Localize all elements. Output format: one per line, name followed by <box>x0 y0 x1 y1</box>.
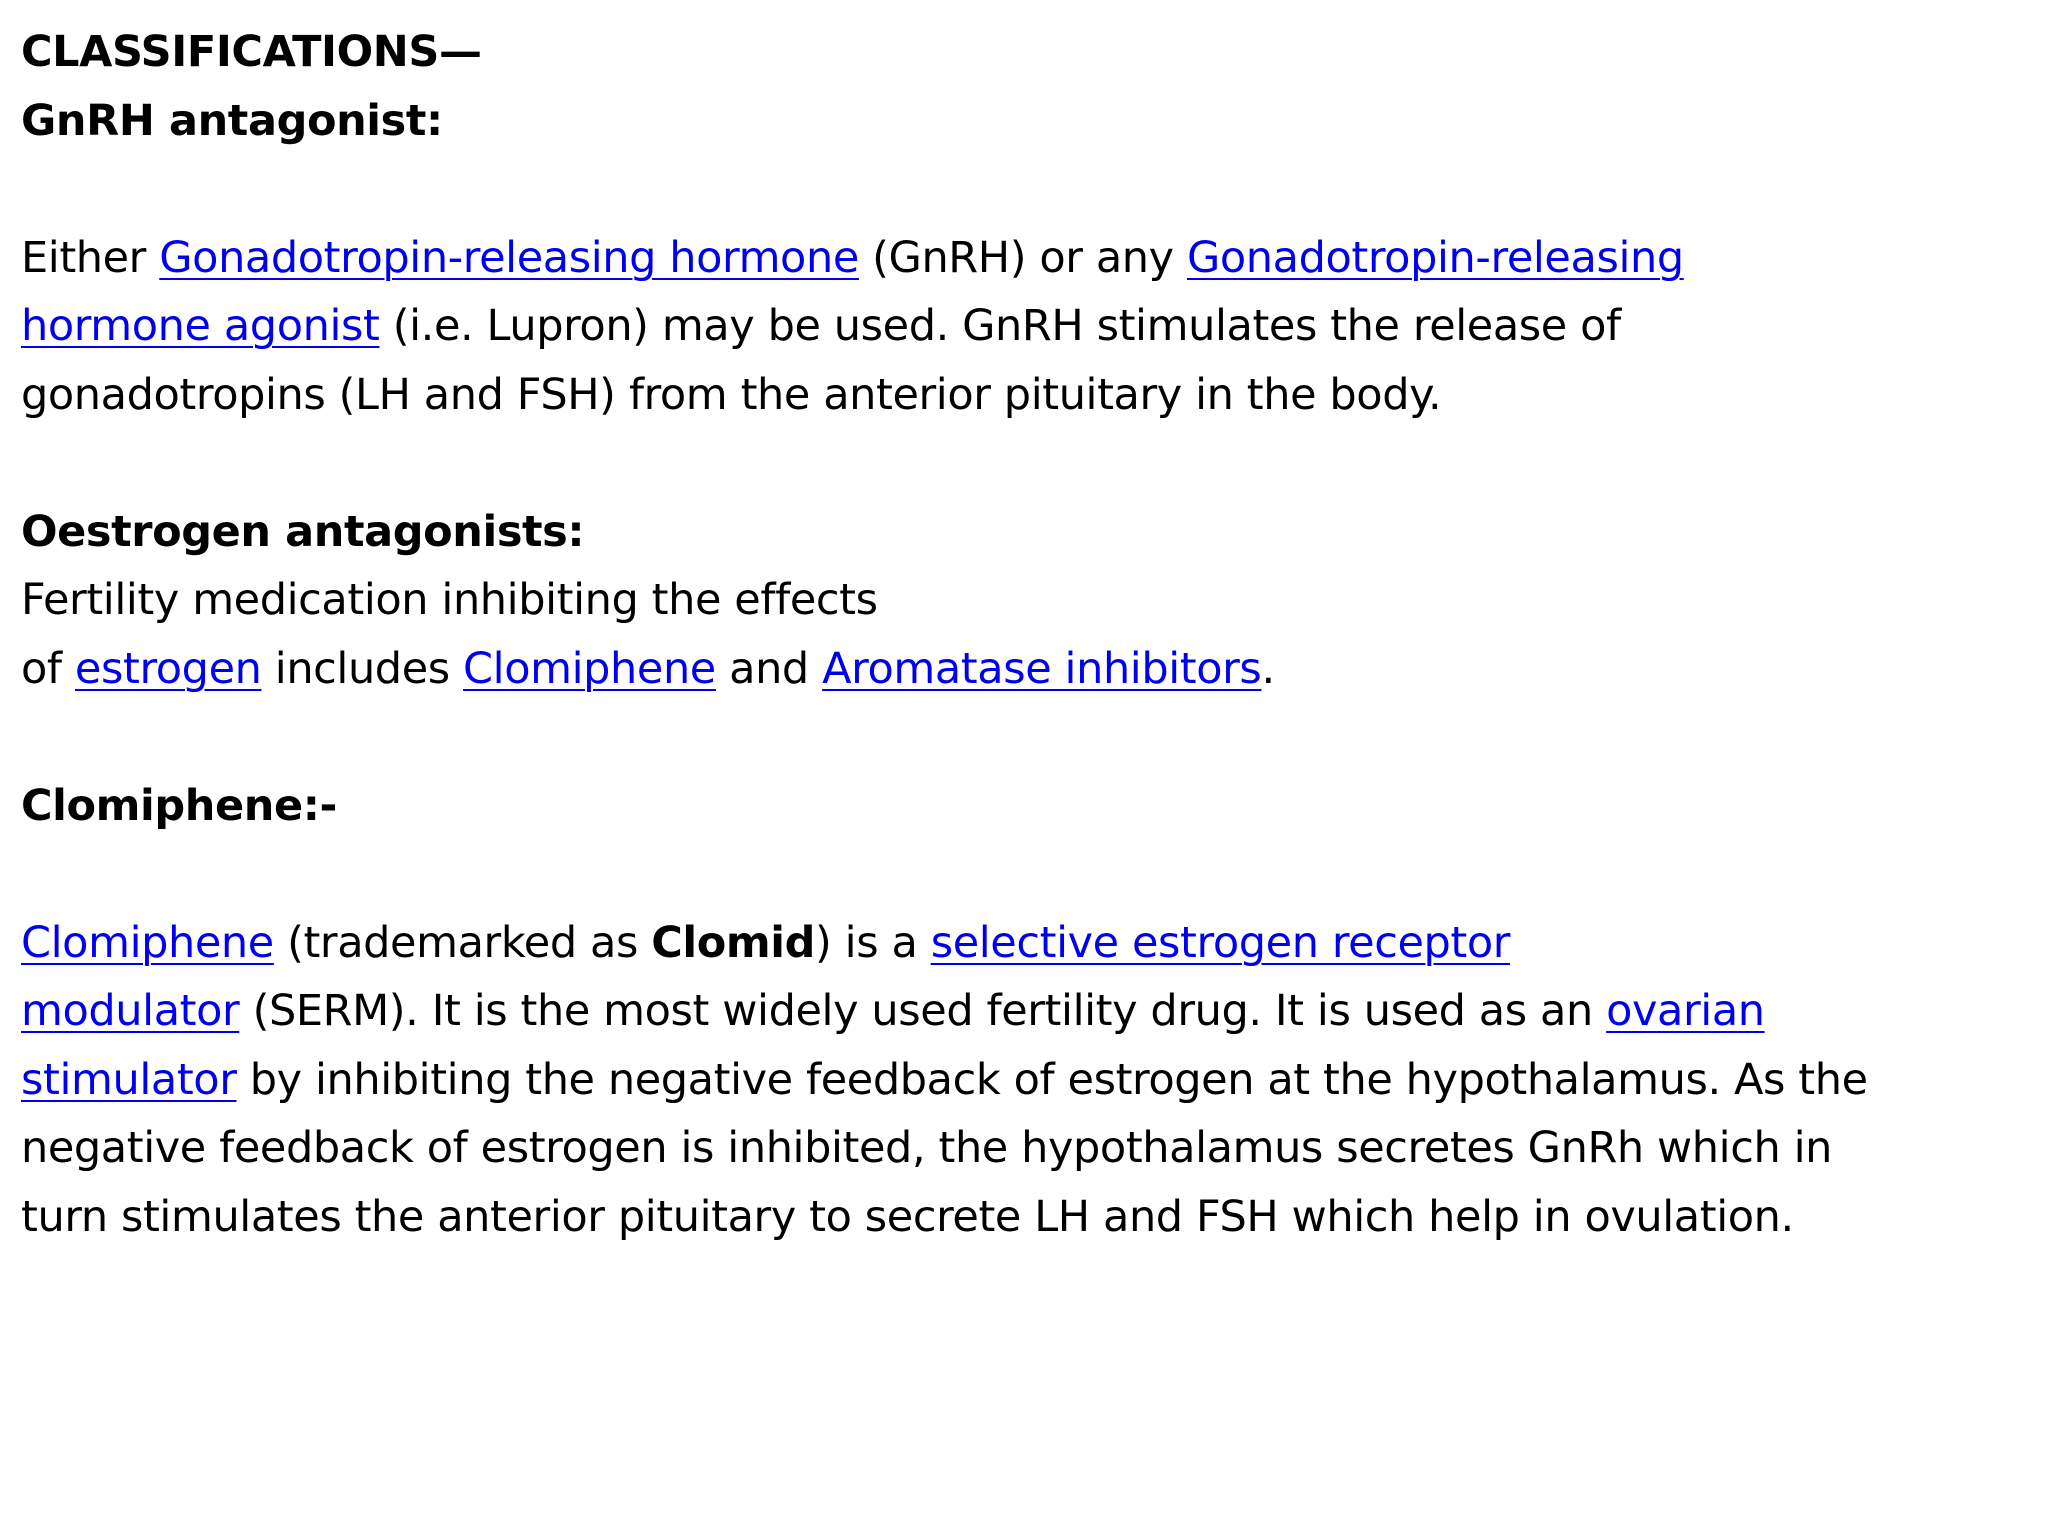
clomiphene-paragraph <box>21 909 2036 1252</box>
text: (GnRH) or any <box>858 232 1187 283</box>
link-gonadotropin-releasing-hormone[interactable]: Gonadotropin-releasing hormone <box>159 232 859 283</box>
text: ) is a <box>815 917 931 968</box>
oestrogen-paragraph <box>21 566 2036 703</box>
clomiphene-heading: Clomiphene:- <box>21 780 337 831</box>
link-ovarian-stimulator-line2[interactable]: stimulator <box>21 1054 237 1105</box>
link-ovarian-stimulator-line1[interactable]: ovarian <box>1606 986 1765 1036</box>
link-gnrh-agonist-line2[interactable]: hormone agonist <box>21 301 380 351</box>
text: . <box>1261 643 1275 694</box>
link-aromatase-inhibitors[interactable]: Aromatase inhibitors <box>822 643 1262 694</box>
classifications-title: CLASSIFICATIONS— <box>21 27 482 77</box>
gnrh-antagonist-heading: GnRH antagonist: <box>21 95 443 146</box>
link-gnrh-agonist-line1[interactable]: Gonadotropin-releasing <box>1186 232 1684 283</box>
spacer <box>21 840 2036 909</box>
link-clomiphene-2[interactable]: Clomiphene <box>21 917 274 968</box>
link-serm-line1[interactable]: selective estrogen receptor <box>930 917 1511 968</box>
spacer <box>21 429 2036 498</box>
text: by inhibiting the negative feedback of estrogen at the hypothalamus. As the <box>236 1054 1868 1105</box>
text: includes <box>261 643 464 694</box>
spacer <box>21 155 2036 224</box>
spacer <box>21 703 2036 772</box>
gnrh-paragraph <box>21 224 2036 430</box>
oestrogen-antagonists-heading: Oestrogen antagonists: <box>21 506 585 557</box>
text: (i.e. Lupron) may be used. GnRH stimulates the release of <box>379 301 1621 351</box>
text: Fertility medication inhibiting the effects <box>21 575 878 625</box>
link-clomiphene[interactable]: Clomiphene <box>463 643 716 694</box>
link-serm-line2[interactable]: modulator <box>21 986 240 1036</box>
text: of <box>21 643 75 694</box>
slide-content <box>21 18 2036 1251</box>
text: (SERM). It is the most widely used fertility drug. It is used as an <box>239 986 1607 1036</box>
text: (trademarked as <box>273 917 652 968</box>
text: Either <box>21 232 160 283</box>
text: negative feedback of estrogen is inhibited, the hypothalamus secretes GnRh which in <box>21 1123 1832 1173</box>
link-estrogen[interactable]: estrogen <box>74 643 262 694</box>
text: gonadotropins (LH and FSH) from the anterior pituitary in the body. <box>21 369 1442 420</box>
text: and <box>715 643 823 694</box>
clomid-bold: Clomid <box>651 917 816 968</box>
text: turn stimulates the anterior pituitary to secrete LH and FSH which help in ovulation. <box>21 1191 1794 1242</box>
